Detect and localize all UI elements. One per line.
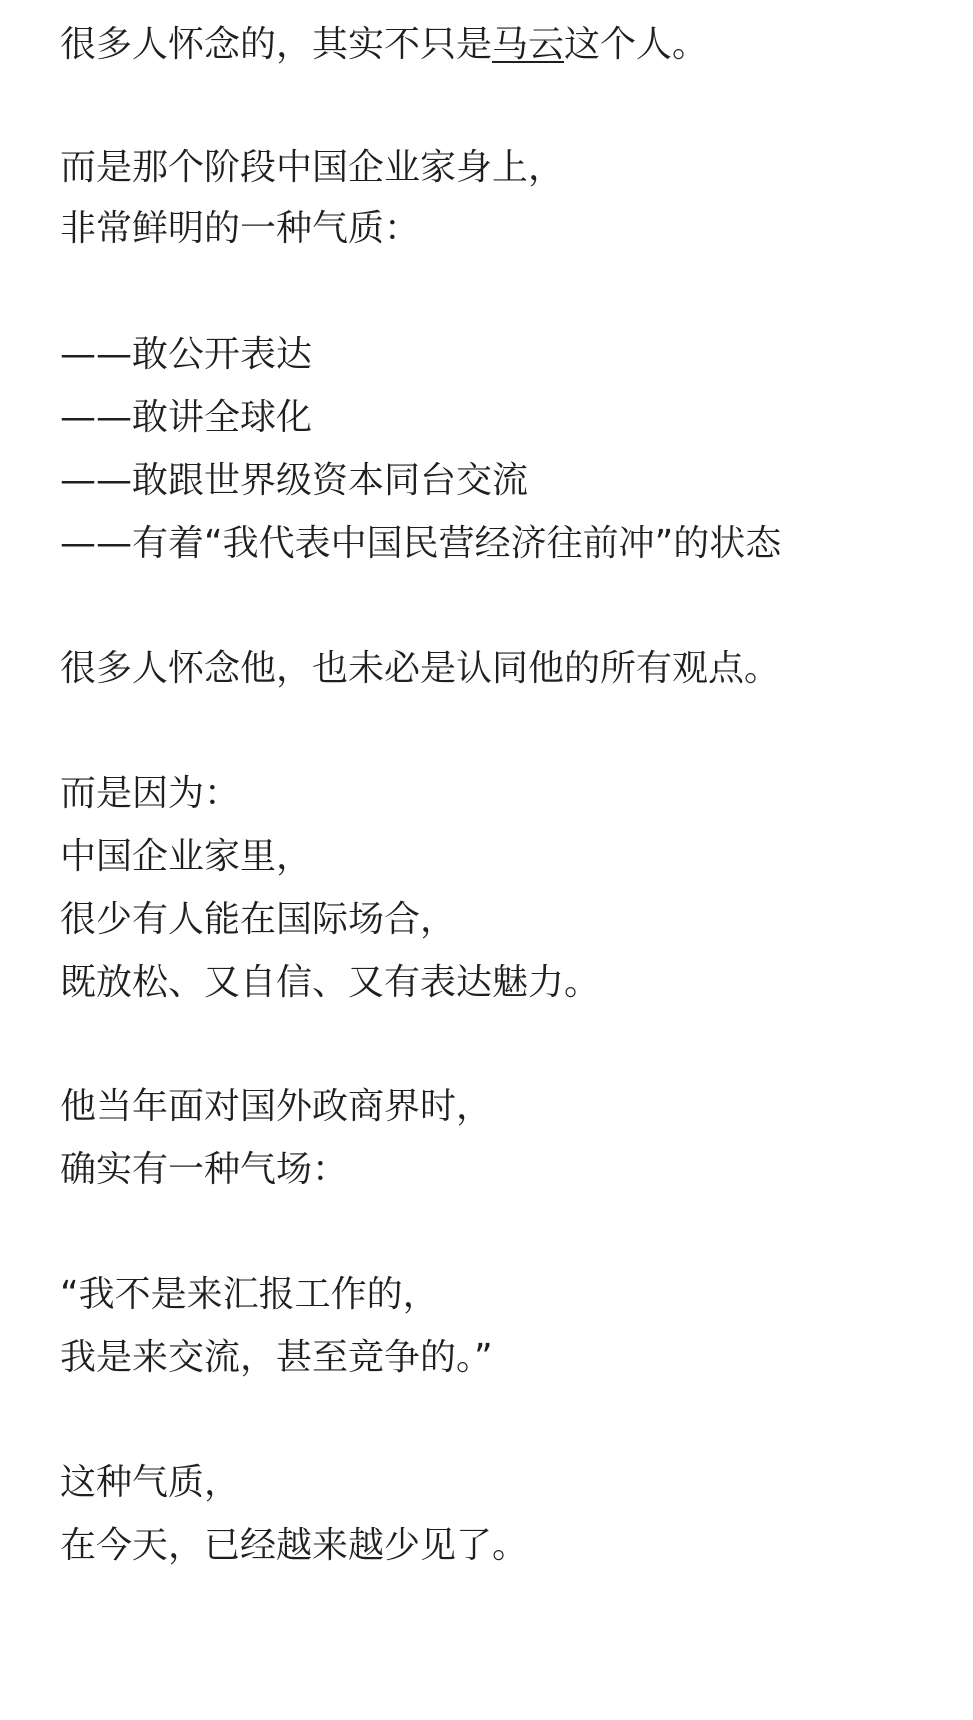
- paragraph-4: [60, 648, 781, 689]
- paragraph-8: [60, 1462, 529, 1566]
- text-line: 中国企业家里，: [60, 836, 313, 877]
- text-line: [60, 24, 709, 65]
- text-line: 既放松、又自信、又有表达魅力。: [60, 962, 601, 1003]
- list-item: ——敢跟世界级资本同台交流: [60, 460, 529, 501]
- text-segment: 这个人。: [564, 24, 709, 65]
- quote-line: 我是来交流，甚至竞争的。”: [60, 1337, 493, 1378]
- text-line: 这种气质，: [60, 1462, 241, 1503]
- paragraph-5: [60, 773, 601, 1003]
- text-line: 非常鲜明的一种气质：: [60, 208, 421, 249]
- list-item: ——有着“我代表中国民营经济往前冲”的状态: [60, 523, 782, 564]
- text-line: 在今天，已经越来越少见了。: [60, 1525, 529, 1566]
- paragraph-2: [60, 147, 565, 249]
- paragraph-7: [60, 1274, 493, 1378]
- text-line: 很多人怀念他，也未必是认同他的所有观点。: [60, 648, 781, 689]
- text-line: 而是因为：: [60, 773, 241, 814]
- text-line: 很少有人能在国际场合，: [60, 899, 457, 940]
- quote-line: “我不是来汇报工作的，: [60, 1274, 439, 1315]
- person-link[interactable]: 马云: [492, 24, 565, 65]
- paragraph-1: [60, 24, 709, 65]
- text-line: 他当年面对国外政商界时，: [60, 1086, 493, 1127]
- text-line: 确实有一种气场：: [60, 1149, 349, 1190]
- paragraph-6: [60, 1086, 493, 1190]
- text-line: 而是那个阶段中国企业家身上，: [60, 147, 565, 188]
- list-item: ——敢讲全球化: [60, 397, 313, 438]
- text-segment: 很多人怀念的，其实不只是: [60, 24, 493, 65]
- list-item: ——敢公开表达: [60, 334, 313, 375]
- paragraph-3: [60, 334, 782, 564]
